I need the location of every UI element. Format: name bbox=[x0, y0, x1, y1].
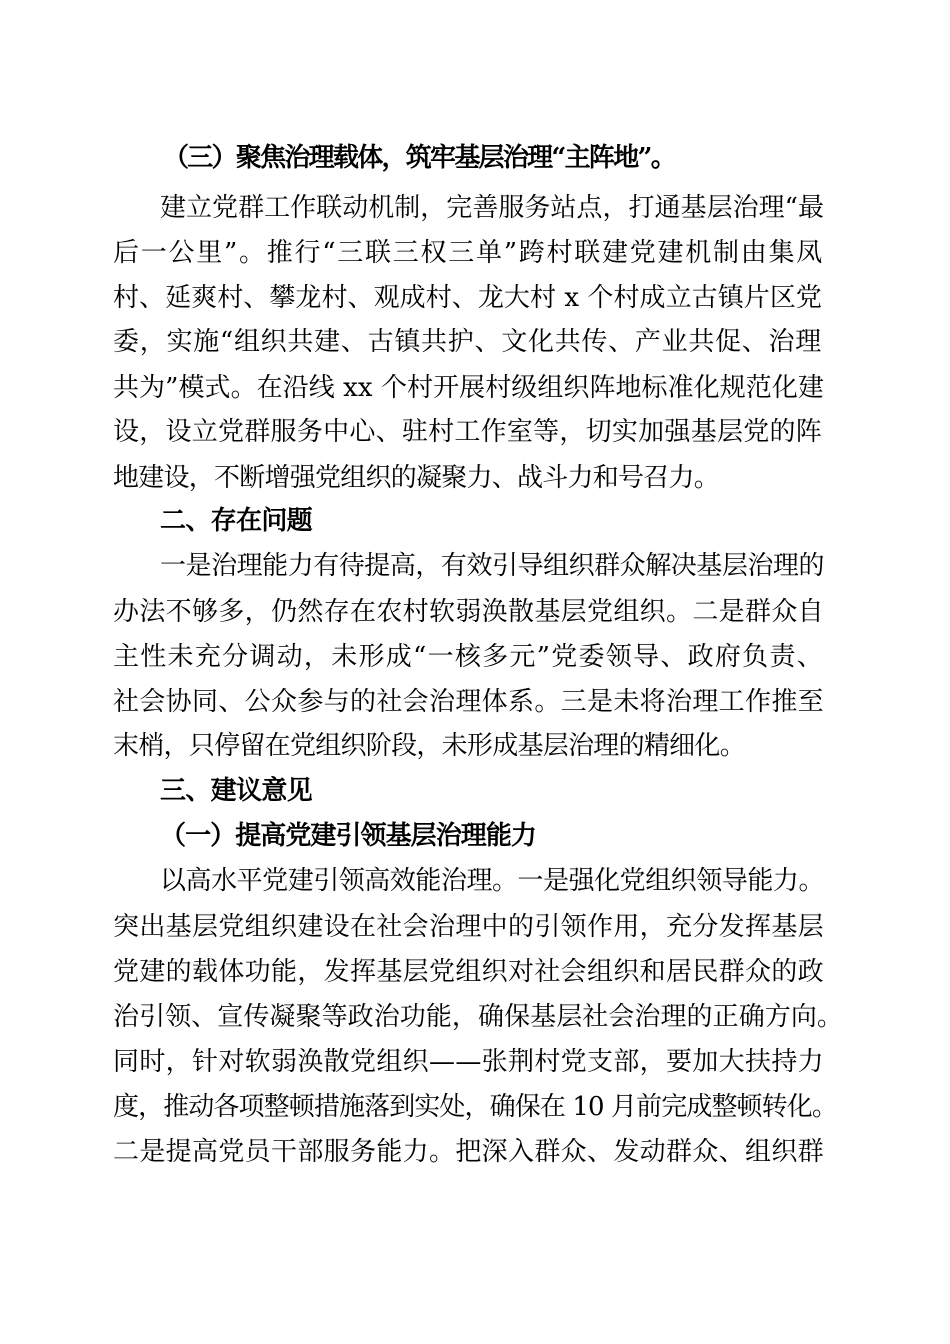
paragraph-line: 治引领、宣传凝聚等政治功能，确保基层社会治理的正确方向。 bbox=[113, 1002, 843, 1032]
paragraph-line: 办法不够多，仍然存在农村软弱涣散基层党组织。二是群众自 bbox=[113, 597, 824, 627]
section-heading: 三、建议意见 bbox=[160, 776, 312, 806]
paragraph-line: 一是治理能力有待提高，有效引导组织群众解决基层治理的 bbox=[160, 551, 824, 581]
section-heading: 二、存在问题 bbox=[160, 506, 312, 536]
paragraph-line: 末梢，只停留在党组织阶段，未形成基层治理的精细化。 bbox=[113, 731, 745, 761]
paragraph-line: 同时，针对软弱涣散党组织——张荆村党支部，要加大扶持力 bbox=[113, 1047, 824, 1077]
paragraph-line: 二是提高党员干部服务能力。把深入群众、发动群众、组织群 bbox=[113, 1137, 824, 1167]
section-heading: （三）聚焦治理载体，筑牢基层治理“主阵地”。 bbox=[163, 143, 675, 173]
paragraph-line: 村、延爽村、攀龙村、观成村、龙大村 x 个村成立古镇片区党 bbox=[113, 283, 822, 313]
subsection-heading: （一）提高党建引领基层治理能力 bbox=[160, 821, 536, 851]
paragraph-line: 以高水平党建引领高效能治理。一是强化党组织领导能力。 bbox=[160, 866, 824, 896]
paragraph-line: 委，实施“组织共建、古镇共护、文化共传、产业共促、治理 bbox=[113, 327, 822, 357]
paragraph-line: 度，推动各项整顿措施落到实处，确保在 10 月前完成整顿转化。 bbox=[113, 1092, 837, 1122]
paragraph-line: 社会协同、公众参与的社会治理体系。三是未将治理工作推至 bbox=[113, 687, 824, 717]
paragraph-line: 后一公里”。推行“三联三权三单”跨村联建党建机制由集凤 bbox=[113, 238, 824, 268]
paragraph-line: 共为”模式。在沿线 xx 个村开展村级组织阵地标准化规范化建 bbox=[113, 373, 824, 403]
paragraph-line: 主性未充分调动，未形成“一核多元”党委领导、政府负责、 bbox=[113, 642, 824, 672]
paragraph-line: 建立党群工作联动机制，完善服务站点，打通基层治理“最 bbox=[160, 193, 824, 223]
paragraph-line: 地建设，不断增强党组织的凝聚力、战斗力和号召力。 bbox=[113, 463, 719, 493]
paragraph-line: 党建的载体功能，发挥基层党组织对社会组织和居民群众的政 bbox=[113, 957, 824, 987]
paragraph-line: 设，设立党群服务中心、驻村工作室等，切实加强基层党的阵 bbox=[113, 417, 822, 447]
paragraph-line: 突出基层党组织建设在社会治理中的引领作用，充分发挥基层 bbox=[113, 912, 824, 942]
